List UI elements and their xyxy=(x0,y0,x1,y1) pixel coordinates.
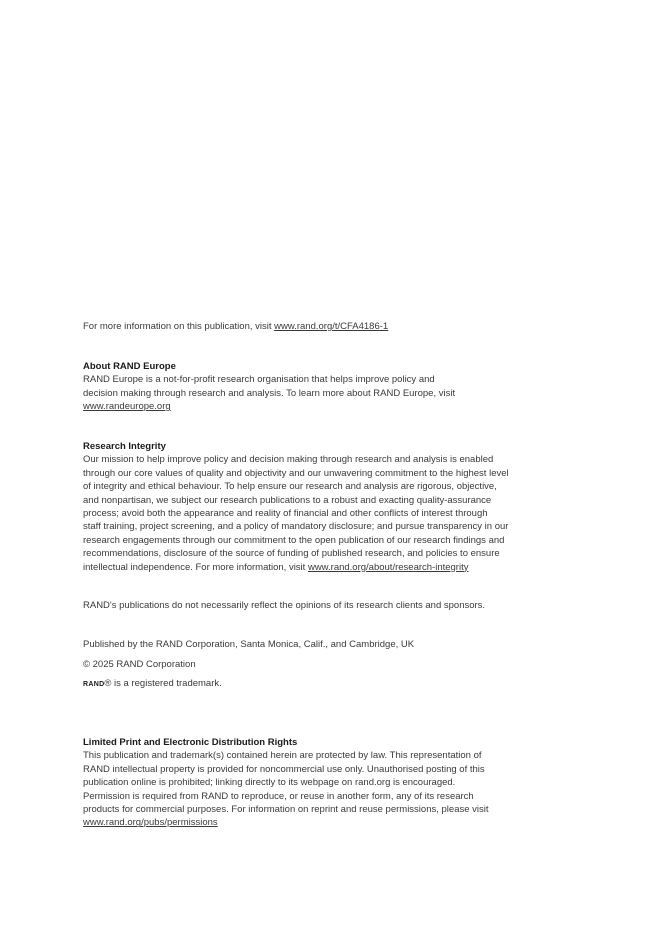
integrity-line-2: through our core values of quality and objectivity and our unwavering commitment to the highest level xyxy=(83,467,509,479)
publication-link[interactable]: www.rand.org/t/CFA4186-1 xyxy=(274,321,389,332)
more-info-line xyxy=(83,320,533,333)
integrity-heading: Research Integrity xyxy=(83,441,166,452)
rights-heading: Limited Print and Electronic Distribution Rights xyxy=(83,737,298,748)
integrity-line-7: research engagements through our commitment to the open publication of our research findings and xyxy=(83,534,505,546)
integrity-section xyxy=(83,440,533,574)
rights-line-4: Permission is required from RAND to reproduce, or reuse in another form, any of its research xyxy=(83,790,474,802)
about-heading: About RAND Europe xyxy=(83,361,176,372)
published-section xyxy=(83,638,533,651)
trademark-text: ® is a registered trademark. xyxy=(104,678,222,689)
trademark-section xyxy=(83,677,533,691)
permissions-link[interactable]: www.rand.org/pubs/permissions xyxy=(83,817,218,829)
about-line-1: RAND Europe is a not-for-profit research organisation that helps improve policy and xyxy=(83,374,435,386)
trademark-line xyxy=(83,677,533,691)
more-info-section xyxy=(83,320,533,333)
randeurope-link[interactable]: www.randeurope.org xyxy=(83,401,171,413)
integrity-line-1: Our mission to help improve policy and decision making through research and analysis is enabled xyxy=(83,454,494,466)
integrity-line-9 xyxy=(83,561,533,574)
rights-line-2: RAND intellectual property is provided for noncommercial use only. Unauthorised posting of this xyxy=(83,763,485,775)
copyright-text: © 2025 RAND Corporation xyxy=(83,659,196,670)
integrity-line-4: and nonpartisan, we subject our research publications to a robust and exacting quality-assurance xyxy=(83,494,492,506)
rights-line-6 xyxy=(83,816,533,829)
rand-logo: RAND xyxy=(83,681,105,688)
disclaimer-section xyxy=(83,599,533,612)
disclaimer-text: RAND's publications do not necessarily reflect the opinions of its research clients and sponsors. xyxy=(83,600,486,611)
rights-line-5: products for commercial purposes. For information on reprint and reuse permissions, please visit xyxy=(83,804,489,816)
about-line-2: decision making through research and analysis. To learn more about RAND Europe, visit xyxy=(83,387,456,399)
integrity-line-3: of integrity and ethical behaviour. To help ensure our research and analysis are rigorous, objective, xyxy=(83,481,497,493)
integrity-line-5: process; avoid both the appearance and reality of financial and other conflicts of interest through xyxy=(83,508,488,520)
published-text: Published by the RAND Corporation, Santa Monica, Calif., and Cambridge, UK xyxy=(83,639,415,650)
rights-section xyxy=(83,736,533,830)
integrity-last-text: intellectual independence. For more information, visit xyxy=(83,561,308,573)
about-line-3 xyxy=(83,400,533,413)
more-info-text: For more information on this publication, visit xyxy=(83,321,275,332)
integrity-line-8: recommendations, disclosure of the source of funding of published research, and policies to ensure xyxy=(83,548,500,560)
research-integrity-link[interactable]: www.rand.org/about/research-integrity xyxy=(307,561,469,573)
about-section xyxy=(83,360,533,414)
copyright-section xyxy=(83,658,533,671)
rights-line-1: This publication and trademark(s) contained herein are protected by law. This representation of xyxy=(83,750,482,762)
rights-line-3: publication online is prohibited; linking directly to its webpage on rand.org is encouraged. xyxy=(83,777,456,789)
integrity-line-6: staff training, project screening, and a policy of mandatory disclosure; and pursue transparency in our xyxy=(83,521,509,533)
